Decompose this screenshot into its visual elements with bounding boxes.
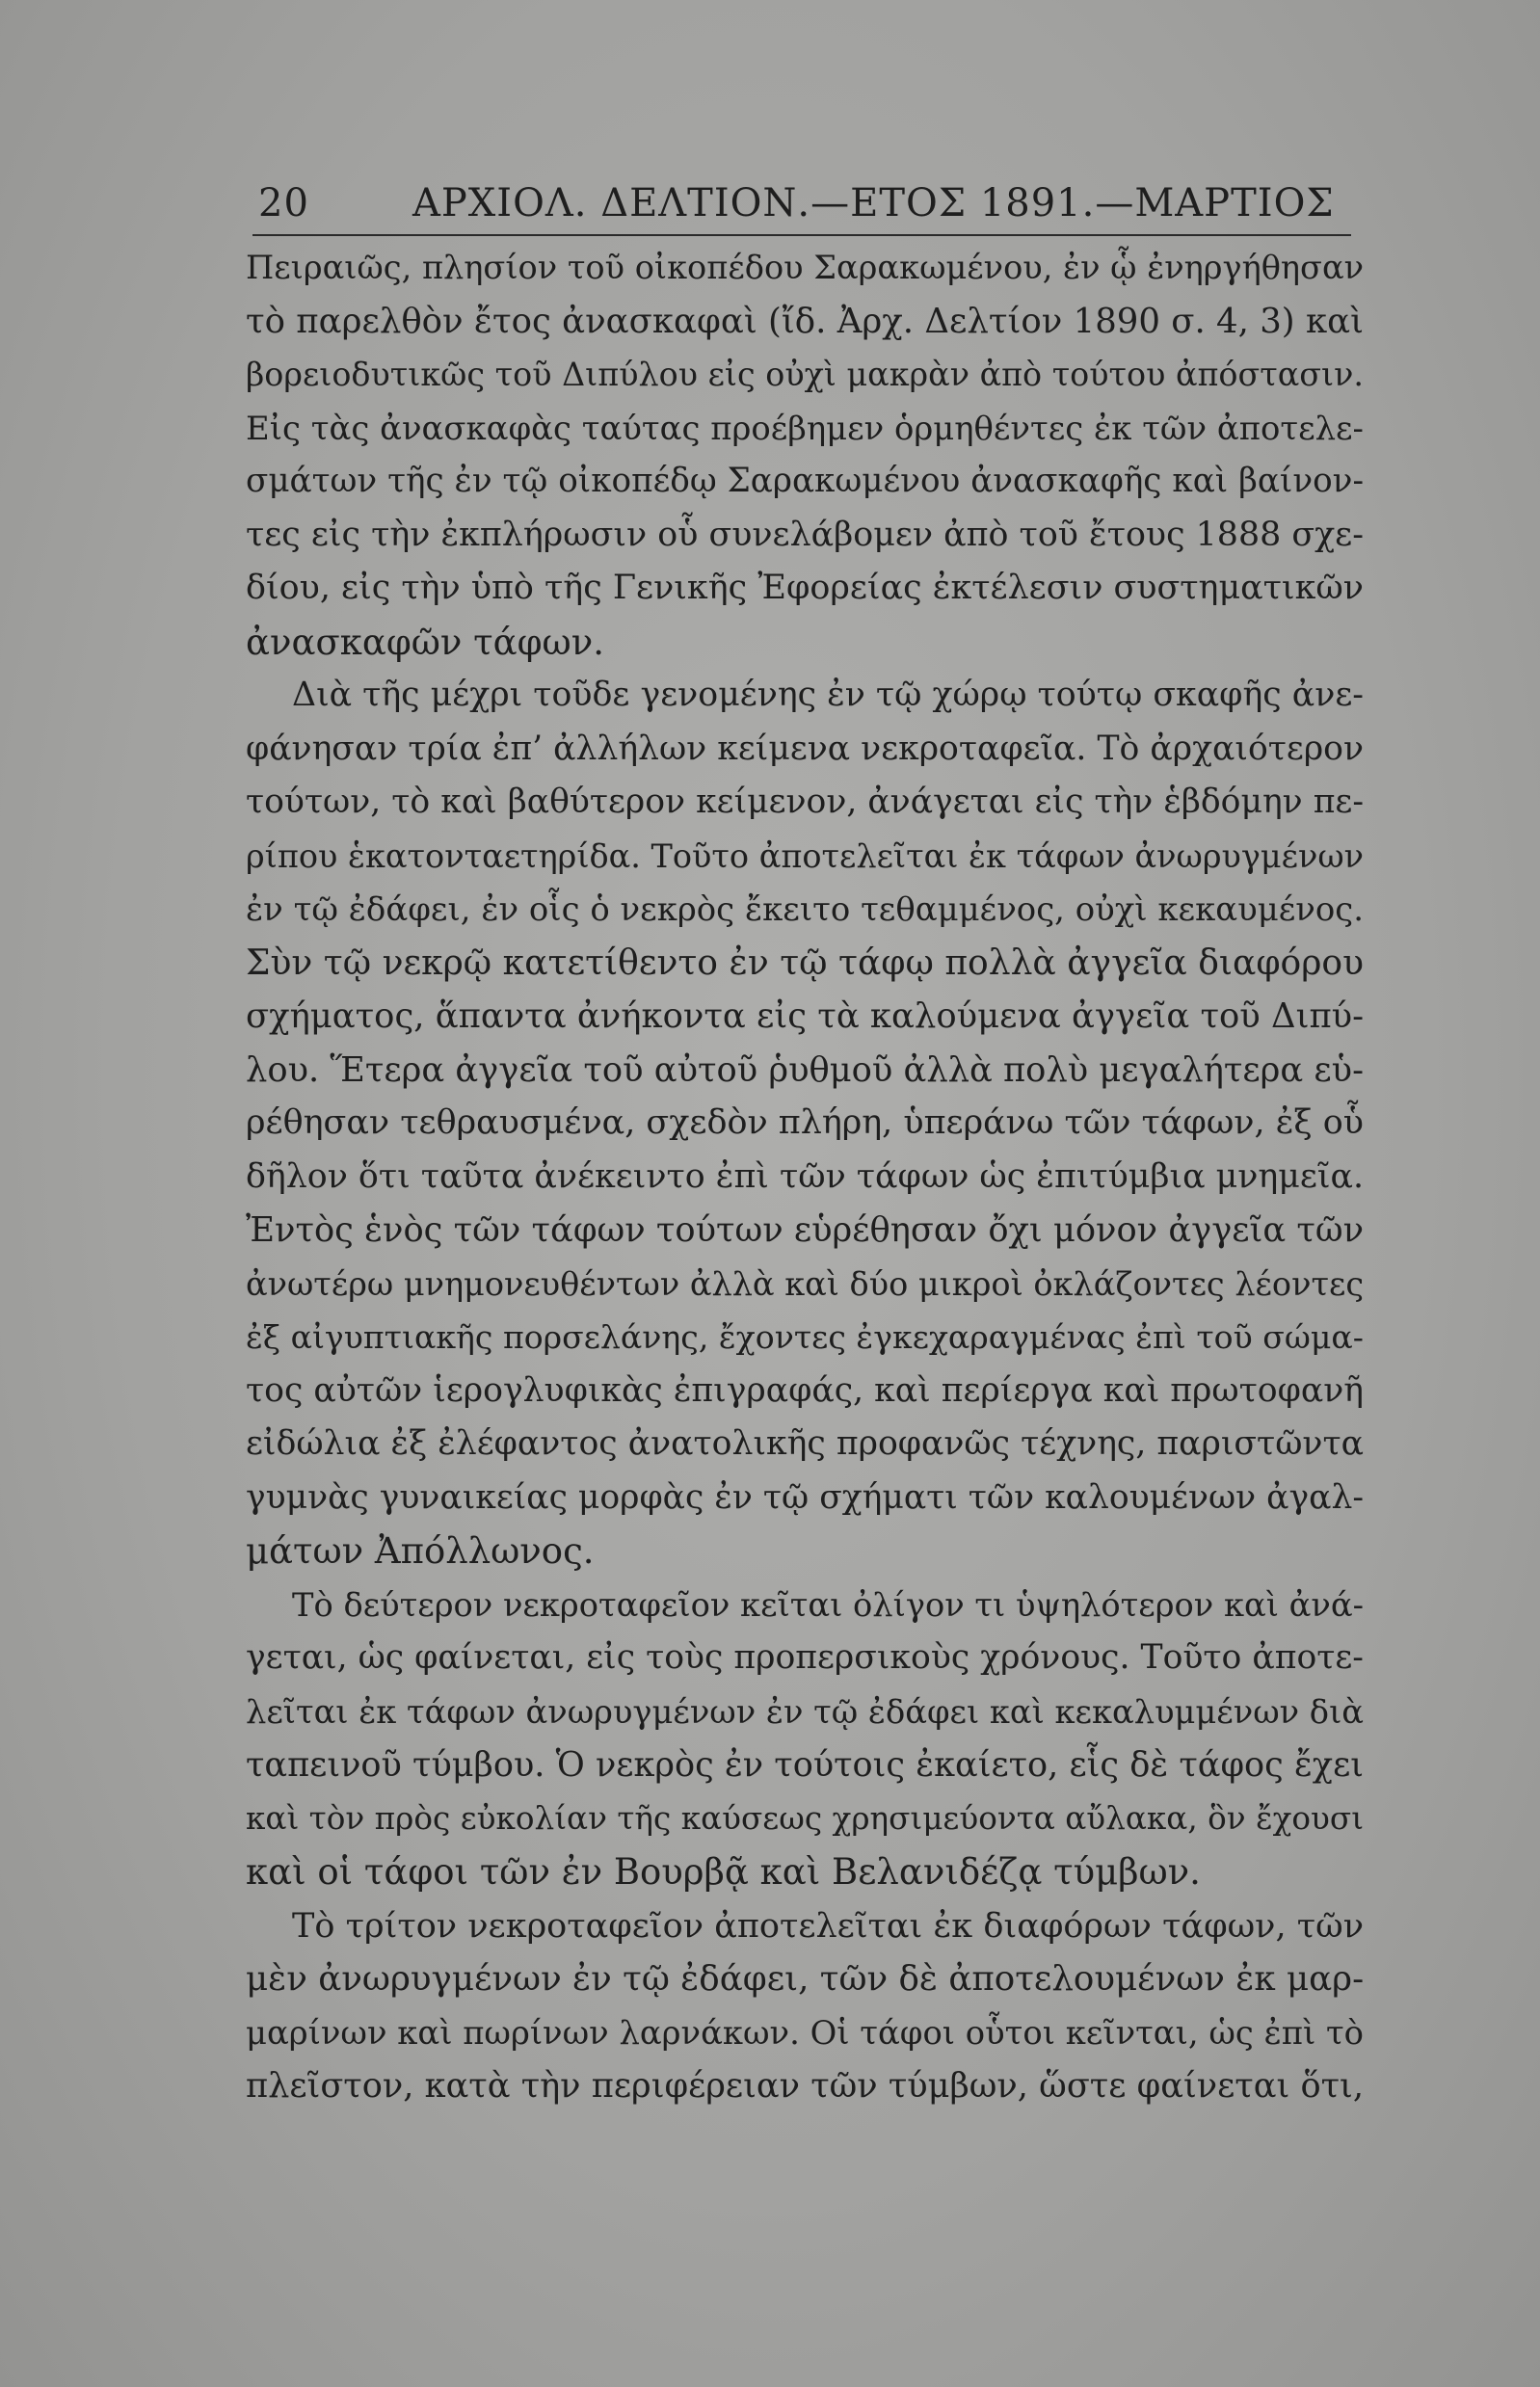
text-line: λου. Ἕτερα ἀγγεῖα τοῦ αὐτοῦ ῥυθμοῦ ἀλλὰ πολὺ μεγαλήτερα εὑ- [246, 1049, 1364, 1090]
text-line: μαρίνων καὶ πωρίνων λαρνάκων. Οἱ τάφοι οὗτοι κεῖνται, ὡς ἐπὶ τὸ [246, 2013, 1364, 2052]
text-line: τούτων, τὸ καὶ βαθύτερον κείμενον, ἀνάγεται εἰς τὴν ἑβδόμην πε- [246, 782, 1364, 821]
text-line: τὸ παρελθὸν ἔτος ἀνασκαφαὶ (ἴδ. Ἀρχ. Δελτίον 1890 σ. 4, 3) καὶ [246, 301, 1364, 341]
text-line: ἐξ αἰγυπτιακῆς πορσελάνης, ἔχοντες ἐγκεχαραγμένας ἐπὶ τοῦ σώμα- [246, 1318, 1364, 1356]
text-line: Ἐντὸς ἑνὸς τῶν τάφων τούτων εὑρέθησαν ὄχι μόνον ἀγγεῖα τῶν [246, 1210, 1364, 1250]
text-line: ρίπου ἑκατονταετηρίδα. Τοῦτο ἀποτελεῖται ἐκ τάφων ἀνωρυγμένων [246, 836, 1364, 875]
text-line: καὶ οἱ τάφοι τῶν ἐν Βουρβᾷ καὶ Βελανιδέζᾳ τύμβων. [246, 1851, 1201, 1893]
text-line: σμάτων τῆς ἐν τῷ οἰκοπέδῳ Σαρακωμένου ἀνασκαφῆς καὶ βαίνον- [246, 462, 1364, 500]
text-line: σχήματος, ἅπαντα ἀνήκοντα εἰς τὰ καλούμενα ἀγγεῖα τοῦ Διπύ- [246, 996, 1365, 1036]
text-line: Πειραιῶς, πλησίον τοῦ οἰκοπέδου Σαρακωμένου, ἐν ᾧ ἐνηργήθησαν [246, 249, 1365, 286]
text-line: εἰδώλια ἐξ ἐλέφαντος ἀνατολικῆς προφανῶς τέχνης, παριστῶντα [246, 1424, 1364, 1463]
text-line: λεῖται ἐκ τάφων ἀνωρυγμένων ἐν τῷ ἐδάφει καὶ κεκαλυμμένων διὰ [246, 1692, 1364, 1731]
text-line: Διὰ τῆς μέχρι τοῦδε γενομένης ἐν τῷ χώρῳ τούτῳ σκαφῆς ἀνε- [292, 676, 1365, 714]
text-line: γυμνὰς γυναικείας μορφὰς ἐν τῷ σχήματι τῶν καλουμένων ἀγαλ- [246, 1477, 1364, 1517]
text-line: δίου, εἰς τὴν ὑπὸ τῆς Γενικῆς Ἐφορείας ἐκτέλεσιν συστηματικῶν [246, 569, 1364, 607]
text-line: μάτων Ἀπόλλωνος. [246, 1530, 595, 1572]
running-header [258, 181, 1347, 231]
text-line: πλεῖστον, κατὰ τὴν περιφέρειαν τῶν τύμβων, ὥστε φαίνεται ὅτι, [246, 2066, 1364, 2106]
text-line: δῆλον ὅτι ταῦτα ἀνέκειντο ἐπὶ τῶν τάφων ὡς ἐπιτύμβια μνημεῖα. [246, 1156, 1364, 1196]
header-rule [252, 234, 1351, 236]
text-line: ταπεινοῦ τύμβου. Ὁ νεκρὸς ἐν τούτοις ἐκαίετο, εἷς δὲ τάφος ἔχει [246, 1745, 1364, 1785]
text-line: γεται, ὡς φαίνεται, εἰς τοὺς προπερσικοὺς χρόνους. Τοῦτο ἀποτε- [246, 1638, 1364, 1677]
text-line: Τὸ δεύτερον νεκροταφεῖον κεῖται ὀλίγον τι ὑψηλότερον καὶ ἀνά- [292, 1585, 1364, 1624]
page-number: 20 [258, 181, 309, 225]
text-line: ἀνωτέρω μνημονευθέντων ἀλλὰ καὶ δύο μικροὶ ὀκλάζοντες λέοντες [246, 1264, 1365, 1303]
body-text [246, 241, 1364, 2113]
text-line: φάνησαν τρία ἐπ’ ἀλλήλων κείμενα νεκροταφεῖα. Τὸ ἀρχαιότερον [246, 729, 1364, 768]
running-title: ΑΡΧΙΟΛ. ΔΕΛΤΙΟΝ.—ΕΤΟΣ 1891.—ΜΑΡΤΙΟΣ [412, 181, 1335, 225]
text-line: ἀνασκαφῶν τάφων. [246, 621, 604, 663]
text-line: καὶ τὸν πρὸς εὐκολίαν τῆς καύσεως χρησιμεύοντα αὔλακα, ὃν ἔχουσι [246, 1799, 1364, 1837]
text-line: μὲν ἀνωρυγμένων ἐν τῷ ἐδάφει, τῶν δὲ ἀποτελουμένων ἐκ μαρ- [246, 1959, 1365, 1999]
text-line: Εἰς τὰς ἀνασκαφὰς ταύτας προέβημεν ὁρμηθέντες ἐκ τῶν ἀποτελε- [246, 409, 1364, 447]
text-line: Τὸ τρίτον νεκροταφεῖον ἀποτελεῖται ἐκ διαφόρων τάφων, τῶν [292, 1905, 1364, 1946]
text-line: ρέθησαν τεθραυσμένα, σχεδὸν πλήρη, ὑπεράνω τῶν τάφων, ἐξ οὗ [246, 1103, 1364, 1142]
text-line: Σὺν τῷ νεκρῷ κατετίθεντο ἐν τῷ τάφῳ πολλὰ ἀγγεῖα διαφόρου [246, 942, 1364, 983]
text-line: βορειοδυτικῶς τοῦ Διπύλου εἰς οὐχὶ μακρὰν ἀπὸ τούτου ἀπόστασιν. [246, 356, 1364, 393]
text-line: τος αὐτῶν ἱερογλυφικὰς ἐπιγραφάς, καὶ περίεργα καὶ πρωτοφανῆ [246, 1370, 1364, 1410]
text-line: ἐν τῷ ἐδάφει, ἐν οἷς ὁ νεκρὸς ἔκειτο τεθαμμένος, οὐχὶ κεκαυμένος. [246, 890, 1364, 928]
text-line: τες εἰς τὴν ἐκπλήρωσιν οὗ συνελάβομεν ἀπὸ τοῦ ἔτους 1888 σχε- [246, 515, 1364, 554]
